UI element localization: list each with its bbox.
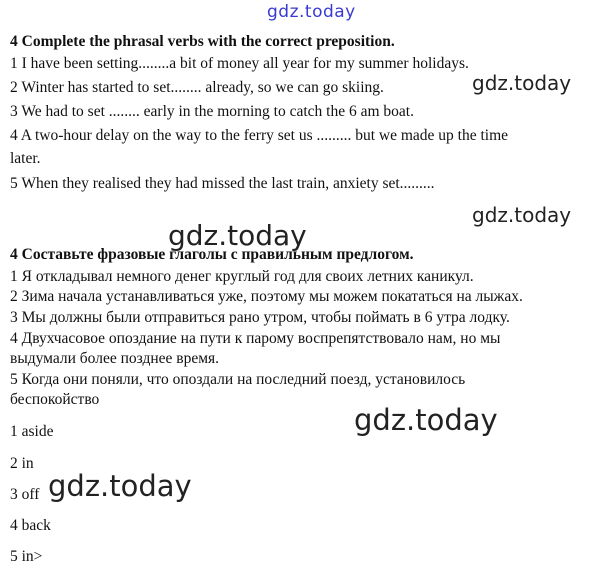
answer-item: 5 in>: [10, 548, 43, 565]
watermark-top: gdz.today: [267, 2, 356, 22]
exercise-item-en: 2 Winter has started to set........ already, so we can go skiing.: [10, 79, 384, 96]
exercise-item-ru-continued: беспокойство: [10, 391, 100, 408]
watermark: gdz.today: [472, 71, 572, 95]
exercise-item-ru: 2 Зима начала устанавливаться уже, поэтому мы можем покататься на лыжах.: [10, 288, 523, 305]
exercise-item-ru-continued: выдумали более позднее время.: [10, 350, 220, 367]
exercise-item-en: 4 A two-hour delay on the way to the ferry set us ......... but we made up the time: [10, 127, 509, 144]
watermark: gdz.today: [48, 469, 192, 503]
exercise-heading-ru: 4 Составьте фразовые глаголы с правильным предлогом.: [10, 246, 414, 263]
exercise-item-en: 1 I have been setting........a bit of money all year for my summer holidays.: [10, 55, 469, 72]
exercise-item-ru: 4 Двухчасовое опоздание на пути к парому воспрепятствовало нам, но мы: [10, 330, 501, 347]
exercise-item-en: 3 We had to set ........ early in the morning to catch the 6 am boat.: [10, 103, 414, 120]
answer-item: 1 aside: [10, 423, 54, 440]
exercise-item-en: 5 When they realised they had missed the last train, anxiety set.........: [10, 175, 435, 192]
answer-item: 2 in: [10, 455, 34, 472]
exercise-heading-en: 4 Complete the phrasal verbs with the correct preposition.: [10, 33, 395, 50]
exercise-item-ru: 3 Мы должны были отправиться рано утром, чтобы поймать в 6 утра лодку.: [10, 309, 510, 326]
answer-item: 4 back: [10, 517, 51, 534]
watermark: gdz.today: [354, 403, 498, 437]
answer-item: 3 off: [10, 486, 40, 503]
exercise-item-ru: 1 Я откладывал немного денег круглый год для своих летних каникул.: [10, 268, 474, 285]
exercise-item-en-continued: later.: [10, 150, 41, 167]
exercise-item-ru: 5 Когда они поняли, что опоздали на последний поезд, установилось: [10, 371, 466, 388]
watermark: gdz.today: [168, 219, 307, 252]
watermark: gdz.today: [472, 203, 572, 227]
